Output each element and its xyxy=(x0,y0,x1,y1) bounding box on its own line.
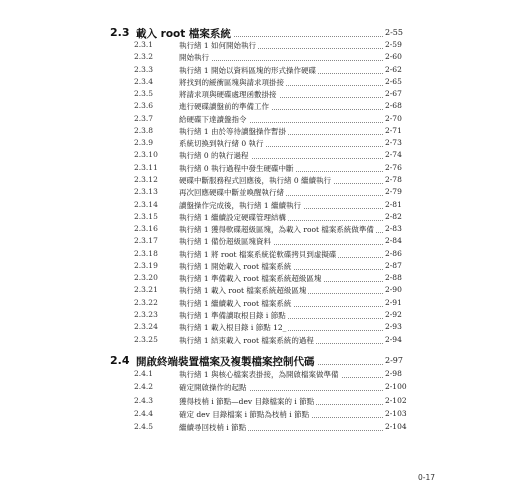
entry-number: 2.3.25 xyxy=(134,334,158,344)
entry-page: 2-104 xyxy=(385,422,407,432)
entry-number: 2.3.5 xyxy=(134,89,154,99)
entry-page: 2-86 xyxy=(385,248,402,258)
entry-number: 2.3.8 xyxy=(134,125,154,135)
entry-title: 執行緒 1 獲得軟碟超級區塊，為載入 root 檔案系統做準備 xyxy=(179,225,374,234)
entry-number: 2.3.13 xyxy=(134,187,158,197)
entry-number: 2.3.4 xyxy=(134,76,154,86)
entry-number: 2.3.24 xyxy=(134,322,158,332)
entry-title: 執行緒 1 載入根目錄 i 節點 12_ xyxy=(179,323,287,333)
entry-number: 2.3.20 xyxy=(134,273,158,283)
entry-title: 執行緒 1 將 root 檔案系統從軟碟拷貝到虛擬碟 xyxy=(179,249,337,259)
entry-title: 執行緒 0 執行過程中發生硬碟中斷 xyxy=(179,163,294,173)
entry-number: 2.4.4 xyxy=(134,408,154,418)
entry-number: 2.3.19 xyxy=(134,260,158,270)
entry-title: 再次回應硬碟中斷並喚醒執行緒 xyxy=(179,188,284,198)
section-title: 開啟終端裝置檔案及複製檔案控制代碼 xyxy=(136,356,315,368)
section-number: 2.4 xyxy=(110,354,130,367)
entry-page: 2-68 xyxy=(385,101,402,111)
entry-page: 2-78 xyxy=(385,175,402,184)
entry-page: 2-76 xyxy=(385,162,402,172)
entry-page: 2-91 xyxy=(385,297,402,307)
entry-page: 2-71 xyxy=(385,125,402,135)
entry-title: 執行緒 1 準備讀取根目錄 i 節點 xyxy=(179,310,286,320)
entry-title: 開始執行 xyxy=(179,53,209,63)
entry-title: 繼續尋回枝梢 i 節點 xyxy=(179,423,247,433)
entry-page: 2-93 xyxy=(385,322,402,332)
entry-number: 2.3.3 xyxy=(134,64,154,74)
entry-title: 執行緒 1 載入 root 檔案系統超級區塊 xyxy=(179,286,307,296)
entry-page: 2-67 xyxy=(385,89,402,99)
entry-title: 執行緒 1 繼續載入 root 檔案系統 xyxy=(179,298,292,308)
entry-number: 2.4.2 xyxy=(134,382,154,392)
entry-title: 硬碟中斷服務程式回應後，執行緒 0 繼續執行 xyxy=(179,176,332,185)
entry-number: 2.3.15 xyxy=(134,211,158,221)
entry-title: 將請求項與硬碟處理函數掛接 xyxy=(179,90,277,100)
entry-title: 確定開啟操作的起點 xyxy=(179,383,247,393)
section-page: 2-97 xyxy=(385,356,403,365)
entry-title: 讀盤操作完成後，執行緒 1 繼續執行 xyxy=(179,200,302,210)
entry-number: 2.3.23 xyxy=(134,309,158,319)
entry-page: 2-94 xyxy=(385,334,402,344)
entry-page: 2-62 xyxy=(385,64,402,74)
entry-number: 2.3.21 xyxy=(134,285,158,295)
entry-page: 2-87 xyxy=(385,260,402,270)
entry-title: 獲得枝梢 i 節點—dev 目錄檔案的 i 節點 xyxy=(179,396,315,406)
entry-page: 2-60 xyxy=(385,52,402,62)
entry-page: 2-59 xyxy=(385,40,402,49)
entry-number: 2.3.10 xyxy=(134,150,158,160)
entry-page: 2-103 xyxy=(385,408,407,418)
entry-title: 執行緒 0 的執行過程 xyxy=(179,151,249,161)
entry-number: 2.3.12 xyxy=(134,175,158,184)
entry-page: 2-74 xyxy=(385,150,402,160)
section-page: 2-55 xyxy=(385,28,403,37)
entry-page: 2-84 xyxy=(385,236,402,246)
entry-page: 2-92 xyxy=(385,309,402,319)
entry-page: 2-88 xyxy=(385,273,402,283)
entry-number: 2.3.9 xyxy=(134,138,154,148)
entry-number: 2.4.5 xyxy=(134,422,154,432)
entry-page: 2-79 xyxy=(385,187,402,197)
entry-page: 2-82 xyxy=(385,211,402,221)
entry-title: 確定 dev 目錄檔案 i 節點為枝梢 i 節點 xyxy=(179,409,310,419)
entry-page: 2-83 xyxy=(385,224,402,233)
entry-page: 2-73 xyxy=(385,138,402,148)
section-number: 2.3 xyxy=(110,26,130,39)
entry-page: 2-65 xyxy=(385,76,402,86)
page-number: 0-17 xyxy=(418,473,436,482)
entry-title: 執行緒 1 準備載入 root 檔案系統超級區塊 xyxy=(179,274,322,284)
entry-page: 2-70 xyxy=(385,113,402,123)
entry-title: 執行緒 1 開始載入 root 檔案系統 xyxy=(179,261,292,271)
entry-title: 給硬碟下達讀盤指令 xyxy=(179,114,247,124)
entry-title: 執行緒 1 備份超級區塊資料 xyxy=(179,237,272,247)
section-title: 載入 root 檔案系統 xyxy=(136,28,231,40)
entry-page: 2-81 xyxy=(385,199,402,209)
entry-title: 執行緒 1 開始以資料區塊的形式操作硬碟 xyxy=(179,65,317,75)
entry-number: 2.3.18 xyxy=(134,248,158,258)
entry-number: 2.4.3 xyxy=(134,395,154,405)
entry-title: 執行緒 1 與核心檔案表掛接，為開啟檔案做準備 xyxy=(179,370,339,379)
entry-number: 2.4.1 xyxy=(134,369,154,378)
entry-page: 2-102 xyxy=(385,395,407,405)
entry-number: 2.3.17 xyxy=(134,236,158,246)
entry-number: 2.3.14 xyxy=(134,199,158,209)
entry-page: 2-100 xyxy=(385,382,407,392)
entry-number: 2.3.22 xyxy=(134,297,158,307)
entry-number: 2.3.16 xyxy=(134,224,158,233)
entry-title: 執行緒 1 繼續設定硬碟管理結構 xyxy=(179,212,287,222)
entry-page: 2-98 xyxy=(385,369,402,378)
entry-title: 執行緒 1 如何開始執行 xyxy=(179,41,257,50)
entry-page: 2-90 xyxy=(385,285,402,295)
entry-number: 2.3.2 xyxy=(134,52,154,62)
entry-title: 進行硬碟讀盤前的準備工作 xyxy=(179,102,269,112)
entry-number: 2.3.11 xyxy=(134,162,158,172)
entry-title: 將找到的緩衝區塊與請求項掛接 xyxy=(179,77,284,87)
entry-title: 執行緒 1 由於等待讀盤操作暫掛 xyxy=(179,126,287,136)
entry-title: 系統切換到執行緒 0 執行 xyxy=(179,139,264,149)
entry-number: 2.3.1 xyxy=(134,40,154,49)
entry-number: 2.3.7 xyxy=(134,113,154,123)
entry-number: 2.3.6 xyxy=(134,101,154,111)
entry-title: 執行緒 1 結束載入 root 檔案系統的過程 xyxy=(179,335,314,345)
